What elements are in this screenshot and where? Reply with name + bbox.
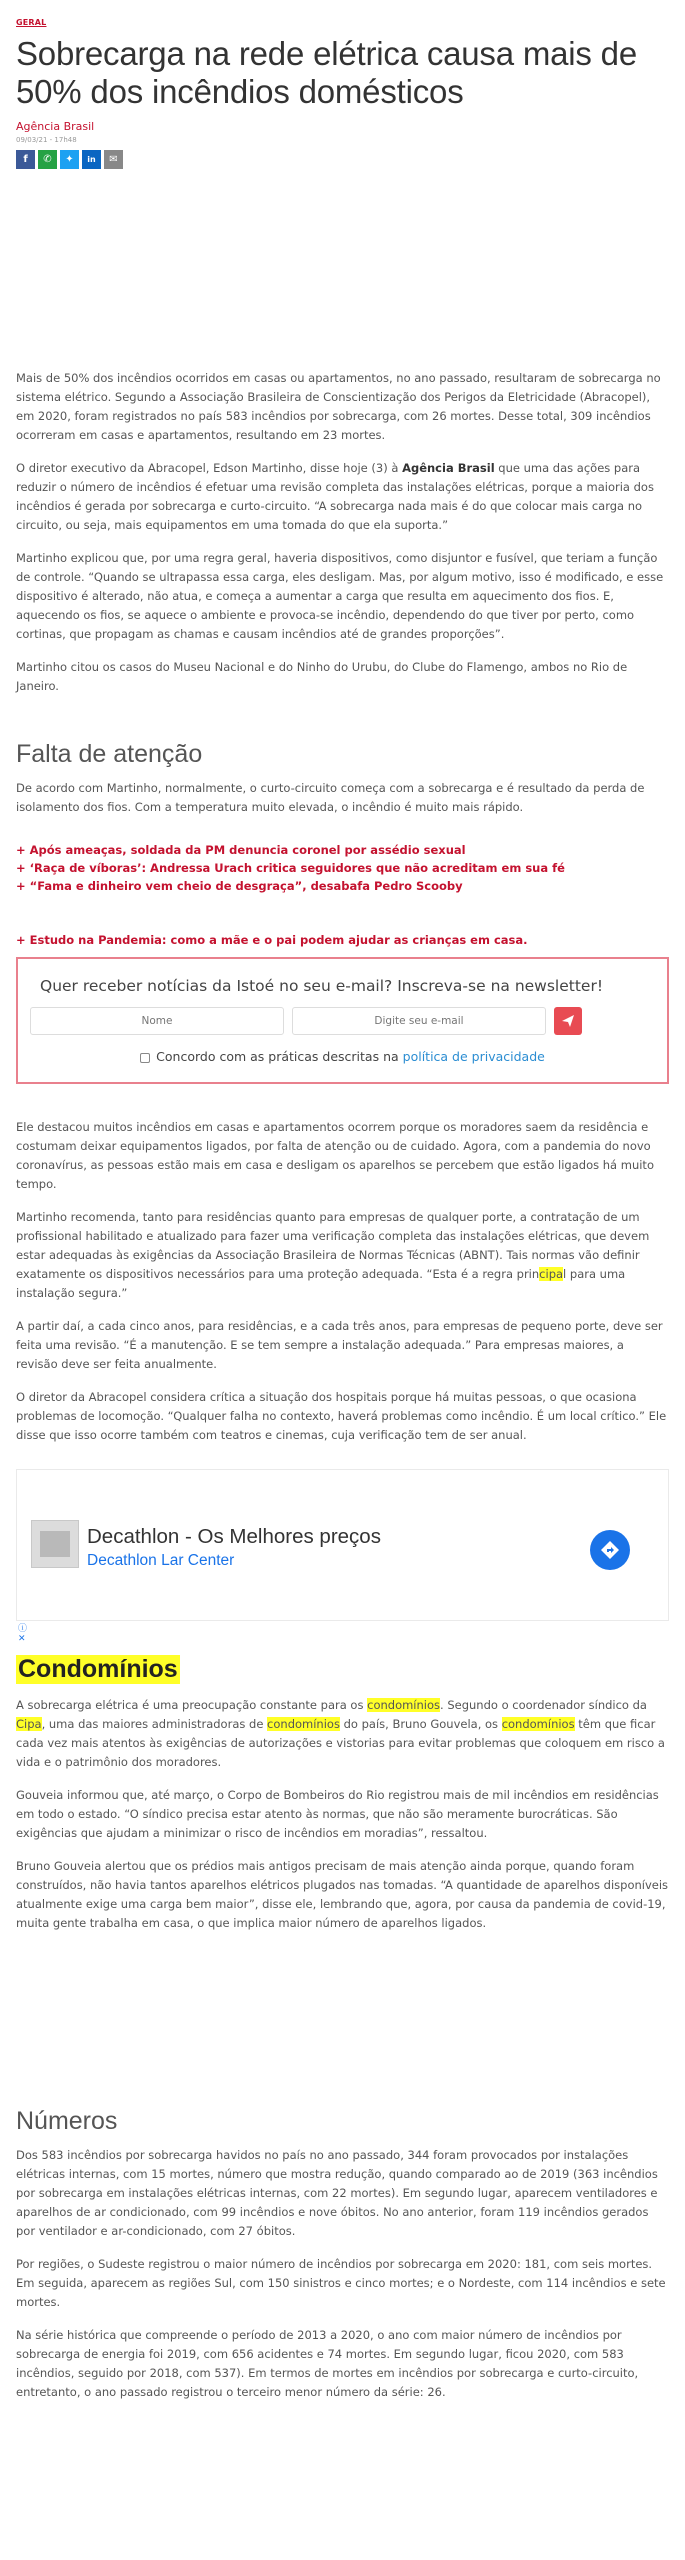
section-heading-condominios: Condomínios [18, 1655, 178, 1683]
text-span: l para uma instalação segura.” [16, 1267, 626, 1300]
text-span: O diretor executivo da Abracopel, Edson Martinho, disse hoje (3) à [16, 461, 403, 475]
highlight: Cipa [16, 1717, 42, 1731]
highlight: cipa [539, 1267, 564, 1281]
ad-banner[interactable] [16, 1469, 669, 1644]
section-heading-falta-de-atencao: Falta de atenção [16, 740, 203, 768]
send-button[interactable] [554, 1007, 582, 1035]
related-link[interactable]: + ‘Raça de víboras’: Andressa Urach critica seguidores que não acreditam em sua fé [16, 861, 565, 875]
paragraph: Gouveia informou que, até março, o Corpo de Bombeiros do Rio registrou mais de mil incêndios em residências em todo o estado. “O síndico precisa estar atento às normas, que não são meramente burocráticas. São exigências que ajudam a minimizar o risco de incêndios em moradias”, ressaltou. [16, 1788, 659, 1840]
related-links [16, 931, 669, 949]
article-title: Sobrecarga na rede elétrica causa mais de 50% dos incêndios domésticos [16, 35, 637, 110]
linkedin-icon[interactable]: in [82, 150, 101, 169]
email-icon[interactable]: ✉ [104, 150, 123, 169]
text-span: , uma das maiores administradoras de [41, 1717, 268, 1731]
highlight: condomínios [367, 1698, 441, 1712]
ad-blank-space [16, 169, 669, 369]
consent-text: Concordo com as práticas descritas na [156, 1049, 403, 1064]
text-span: A sobrecarga elétrica é uma preocupação constante para os [16, 1698, 368, 1712]
privacy-policy-link[interactable]: política de privacidade [402, 1049, 545, 1064]
share-bar [16, 150, 669, 169]
newsletter-title: Quer receber notícias da Istoé no seu e-mail? Inscreva-se na newsletter! [40, 977, 604, 995]
text-span: do país, Bruno Gouvela, os [339, 1717, 502, 1731]
paragraph [16, 459, 669, 535]
related-link[interactable]: + Estudo na Pandemia: como a mãe e o pai podem ajudar as crianças em casa. [16, 933, 528, 947]
related-link[interactable]: + Após ameaças, soldada da PM denuncia coronel por assédio sexual [16, 843, 466, 857]
adchoices-icon[interactable]: ⓘ ✕ [18, 1624, 28, 1644]
direction-arrow-svg [600, 1540, 620, 1560]
section-heading-numeros: Números [16, 2107, 118, 2135]
newsletter-box [16, 957, 669, 1084]
paragraph [16, 1208, 669, 1303]
author-link[interactable]: Agência Brasil [16, 120, 95, 133]
ad-subtitle[interactable]: Decathlon Lar Center [87, 1552, 235, 1569]
paragraph: Ele destacou muitos incêndios em casas e apartamentos ocorrem porque os moradores saem da residência e costumam deixar equipamentos ligados, por falta de atenção ou de cuidado. Agora, com a pandemia do novo coronavírus, as pessoas estão mais em casa e desligam os aparelhos se percebem que estão ligados há muito tempo. [16, 1120, 654, 1191]
paragraph: A partir daí, a cada cinco anos, para residências, e a cada três anos, para empresas de pequeno porte, deve ser feita uma revisão. “É a manutenção. E se tem sempre a instalação adequada.” Para empresas maiores, a revisão deve ser feita anualmente. [16, 1319, 663, 1371]
paragraph: Martinho citou os casos do Museu Nacional e do Ninho do Urubu, do Clube do Flamengo, ambos no Rio de Janeiro. [16, 660, 628, 693]
paragraph [16, 1696, 669, 1772]
email-input[interactable] [292, 1007, 546, 1035]
text-span: . Segundo o coordenador síndico da [440, 1698, 647, 1712]
name-input[interactable] [30, 1007, 284, 1035]
consent-row [30, 1049, 655, 1064]
highlight: condomínios [501, 1717, 575, 1731]
related-links [16, 841, 669, 895]
paragraph: Na série histórica que compreende o período de 2013 a 2020, o ano com maior número de incêndios por sobrecarga de energia foi 2019, com 656 acidentes e 74 mortes. Em segundo lugar, ficou 2020, com 583 incêndios, seguido por 2018, com 537). Em termos de mortes em incêndios por sobrecarga e curto-circuito, entretanto, o ano passado registrou o terceiro menor número da série: 26. [16, 2328, 639, 2399]
paragraph: Por regiões, o Sudeste registrou o maior número de incêndios por sobrecarga em 2020: 181, com seis mortes. Em seguida, aparecem as regiões Sul, com 150 sinistros e cinco mortes; e o Nordeste, com 114 incêndios e sete mortes. [16, 2257, 666, 2309]
paragraph: Bruno Gouveia alertou que os prédios mais antigos precisam de mais atenção ainda porque, quando foram construídos, não havia tantos aparelhos elétricos plugados nas tomadas. “A quantidade de aparelhos disponíveis atualmente exige uma carga bem maior”, disse ele, lembrando que, agora, por causa da pandemia de covid-19, muita gente trabalha em casa, o que implica maior número de aparelhos ligados. [16, 1859, 669, 1930]
direction-arrow-icon[interactable] [590, 1530, 630, 1570]
whatsapp-icon[interactable]: ✆ [38, 150, 57, 169]
newsletter-form [30, 1007, 655, 1035]
publish-date: 09/03/21 - 17h48 [16, 136, 77, 144]
ad-blank-space [16, 1947, 669, 2107]
consent-checkbox[interactable] [140, 1053, 150, 1063]
send-icon [561, 1014, 575, 1028]
highlight: condomínios [267, 1717, 340, 1731]
twitter-icon[interactable]: ✦ [60, 150, 79, 169]
facebook-icon[interactable]: f [16, 150, 35, 169]
ad-title[interactable]: Decathlon - Os Melhores preços [87, 1525, 381, 1548]
related-link[interactable]: + “Fama e dinheiro vem cheio de desgraça”, desabafa Pedro Scooby [16, 879, 463, 893]
paragraph: O diretor da Abracopel considera crítica a situação dos hospitais porque há muitas pessoas, o que ocasiona problemas de locomoção. “Qualquer falha no contexto, haverá problemas como incêndio. É um local crítico.” Ele disse que isso ocorre também com teatros e cinemas, cuja verificação tem de ser anual. [16, 1390, 667, 1442]
category-link[interactable]: GERAL [16, 18, 47, 27]
text-span: Martinho recomenda, tanto para residências quanto para empresas de qualquer porte, a contratação de um profissional habilitado e atualizado para fazer uma verificação completa das instalações elétricas, que devem estar adequadas às exigências da Associação Brasileira de Normas Técnicas (ABNT). Tais normas vão definir exatamente os dispositivos necessários para uma proteção adequada. “Esta é a regra prin [16, 1210, 650, 1281]
paragraph: De acordo com Martinho, normalmente, o curto-circuito começa com a sobrecarga e é resultado da perda de isolamento dos fios. Com a temperatura muito elevada, o incêndio é muito mais rápido. [16, 781, 645, 814]
spacer [16, 1643, 669, 1655]
text-span: têm que ficar cada vez mais atentos às exigências de autorizações e vistorias para evitar problemas que coloquem em risco a vida e o patrimônio dos moradores. [16, 1717, 665, 1769]
agencia-brasil-bold: Agência Brasil [402, 461, 495, 475]
paragraph: Martinho explicou que, por uma regra geral, haveria dispositivos, como disjuntor e fusível, que teriam a função de controle. “Quando se ultrapassa essa carga, eles desligam. Mas, por algum motivo, isso é modificado, e esse dispositivo é alterado, não atua, e começa a aumentar a carga que resulta em aquecimento dos fios. E, aquecendo os fios, se aquece o ambiente e provoca-se incêndio, dependendo do que tiver por perto, como cortinas, que propagam as chamas e causam incêndios até de grandes proporções”. [16, 551, 664, 641]
text-span: que uma das ações para reduzir o número de incêndios é efetuar uma revisão completa das instalações elétricas, porque a maioria dos incêndios é gerada por sobrecarga e curto-circuito. “A sobrecarga nada mais é do que colocar mais carga no circuito, ou seja, mais equipamentos em uma tomada do que ela suporta.” [16, 461, 654, 532]
advertiser-logo [31, 1520, 79, 1568]
paragraph: Mais de 50% dos incêndios ocorridos em casas ou apartamentos, no ano passado, resultaram de sobrecarga no sistema elétrico. Segundo a Associação Brasileira de Conscientização dos Perigos da Eletricidade (Abracopel), em 2020, foram registrados no país 583 incêndios por sobrecarga, com 26 mortes. Desse total, 309 incêndios ocorreram em casas e apartamentos, resultando em 23 mortes. [16, 371, 661, 442]
paragraph: Dos 583 incêndios por sobrecarga havidos no país no ano passado, 344 foram provocados por instalações elétricas internas, com 15 mortes, número que mostra redução, quando comparado ao de 2019 (363 incêndios por sobrecarga em instalações elétricas internas, com 22 mortes). Em segundo lugar, aparecem ventiladores e aparelhos de ar condicionado, com 99 incêndios e nove óbitos. No ano anterior, foram 119 incêndios gerados por ventilador e ar-condicionado, com 27 óbitos. [16, 2148, 658, 2238]
